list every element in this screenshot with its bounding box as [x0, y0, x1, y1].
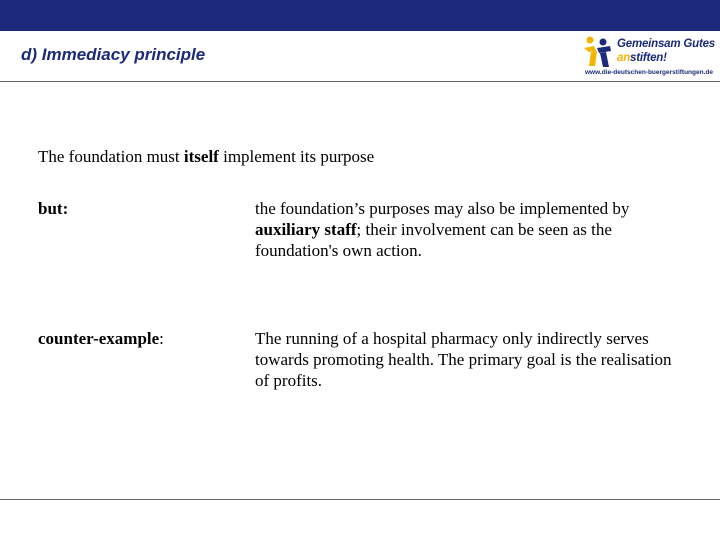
logo-url: www.die-deutschen-buergerstiftungen.de: [585, 69, 713, 76]
term-counter-example: [38, 328, 164, 349]
logo-line2-rest: stiften!: [630, 52, 667, 64]
intro-post: implement its purpose: [218, 147, 375, 166]
footer-divider: [0, 499, 720, 500]
logo: [583, 33, 713, 81]
definition-but-post: ; their involvement can be seen as the foundation's own action.: [255, 220, 612, 260]
definition-counter-example: The running of a hospital pharmacy only indirectly serves towards promoting health. The primary goal is the realisation of profits.: [255, 329, 672, 390]
term-counter-example-bold: counter-example: [38, 329, 160, 348]
definition-but-pre: the foundation’s purposes may also be implemented by: [255, 199, 630, 218]
logo-line1: Gemeinsam Gutes: [617, 38, 715, 50]
term-but: but:: [38, 199, 69, 218]
logo-highlight: an: [617, 52, 631, 64]
intro-pre: The foundation must: [38, 147, 184, 166]
slide-title: d) Immediacy principle: [21, 45, 206, 64]
intro-bold: itself: [183, 147, 219, 166]
header-divider: [0, 81, 720, 82]
intro-statement: [38, 146, 374, 167]
top-banner: [0, 0, 720, 31]
term-counter-example-suffix: :: [159, 329, 164, 348]
definition-but: [255, 198, 675, 261]
definition-but-bold: auxiliary staff: [255, 220, 357, 239]
buergerstiftung-figure-icon: [583, 35, 613, 69]
logo-line2: [617, 52, 667, 64]
